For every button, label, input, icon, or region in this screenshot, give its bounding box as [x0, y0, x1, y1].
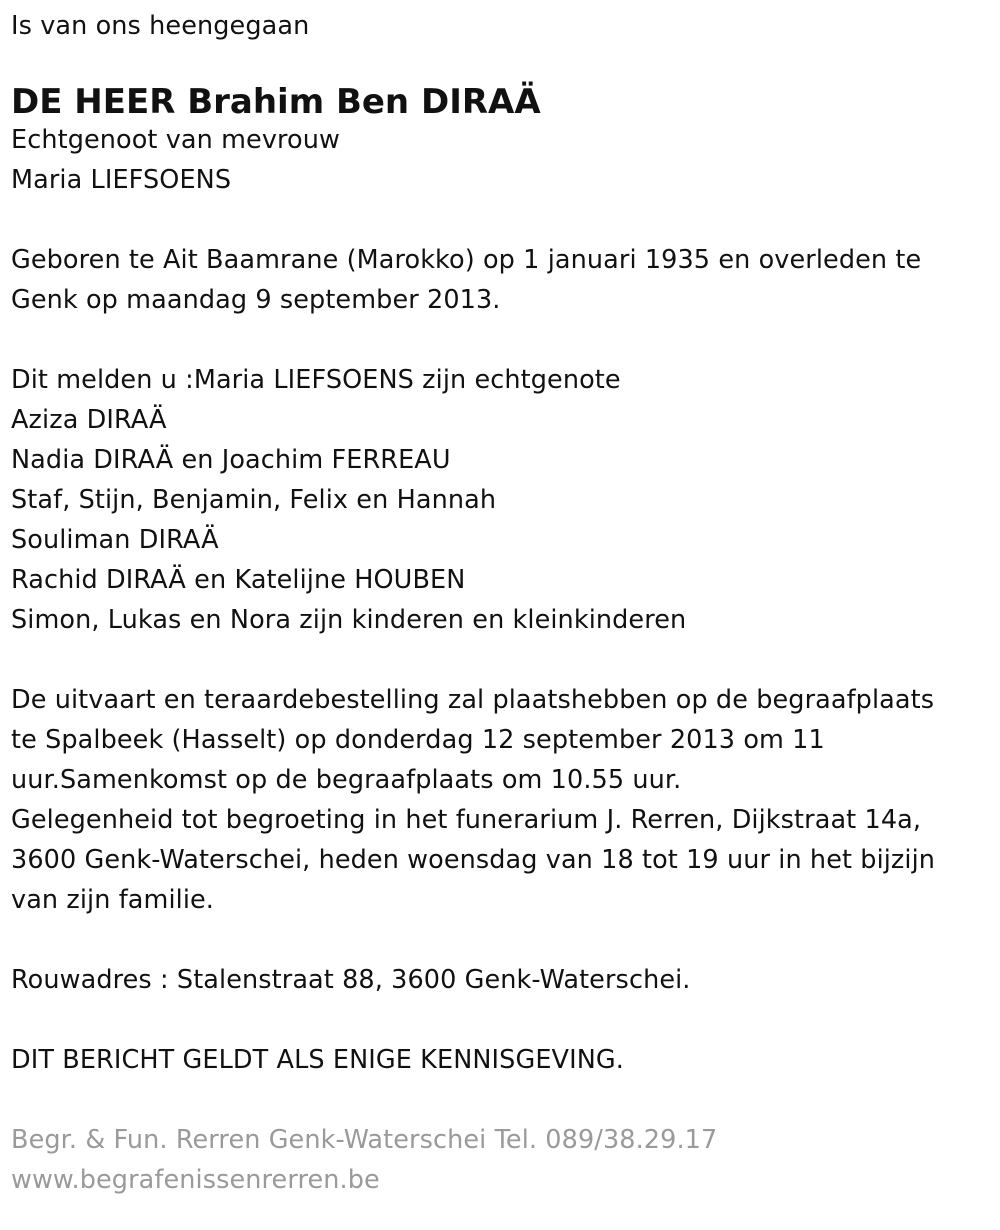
funeral-line: te Spalbeek (Hasselt) op donderdag 12 september 2013 om 11 [11, 725, 825, 755]
funeral-line: 3600 Genk-Waterschei, heden woensdag van 18 tot 19 uur in het bijzijn [11, 845, 936, 875]
spacer [11, 320, 986, 360]
family-line: Staf, Stijn, Benjamin, Felix en Hannah [11, 485, 497, 515]
family-line: Nadia DIRAÄ en Joachim FERREAU [11, 445, 451, 475]
birth-death-line: Genk op maandag 9 september 2013. [11, 285, 501, 315]
mourning-address: Rouwadres : Stalenstraat 88, 3600 Genk-Waterschei. [11, 965, 691, 995]
birth-death-line: Geboren te Ait Baamrane (Marokko) op 1 januari 1935 en overleden te [11, 245, 922, 275]
family-line: Aziza DIRAÄ [11, 405, 167, 435]
spouse-line: Echtgenoot van mevrouw [11, 125, 340, 155]
spacer [11, 920, 986, 960]
funeral-home-contact: Begr. & Fun. Rerren Genk-Waterschei Tel. 089/38.29.17 [11, 1125, 718, 1155]
spacer [11, 200, 986, 240]
funeral-line: van zijn familie. [11, 885, 214, 915]
family-line: Simon, Lukas en Nora zijn kinderen en kleinkinderen [11, 605, 687, 635]
family-line: Dit melden u :Maria LIEFSOENS zijn echtgenote [11, 365, 621, 395]
family-line: Rachid DIRAÄ en Katelijne HOUBEN [11, 565, 466, 595]
spacer [11, 1080, 986, 1120]
deceased-name: DE HEER Brahim Ben DIRAÄ [11, 82, 541, 122]
spouse-name: Maria LIEFSOENS [11, 165, 232, 195]
funeral-line: De uitvaart en teraardebestelling zal plaatshebben op de begraafplaats [11, 685, 935, 715]
notice-statement: DIT BERICHT GELDT ALS ENIGE KENNISGEVING. [11, 1045, 624, 1075]
spacer [11, 1000, 986, 1040]
birth-death-section [11, 240, 986, 320]
death-notice [11, 6, 986, 1200]
intro-text: Is van ons heengegaan [11, 11, 310, 41]
funeral-home-footer [11, 1120, 986, 1200]
funeral-section [11, 680, 986, 920]
funeral-home-website: www.begrafenissenrerren.be [11, 1165, 380, 1195]
spouse-section [11, 120, 986, 200]
family-line: Souliman DIRAÄ [11, 525, 219, 555]
funeral-line: uur.Samenkomst op de begraafplaats om 10.55 uur. [11, 765, 682, 795]
funeral-line: Gelegenheid tot begroeting in het funerarium J. Rerren, Dijkstraat 14a, [11, 805, 922, 835]
family-section [11, 360, 986, 640]
spacer [11, 640, 986, 680]
